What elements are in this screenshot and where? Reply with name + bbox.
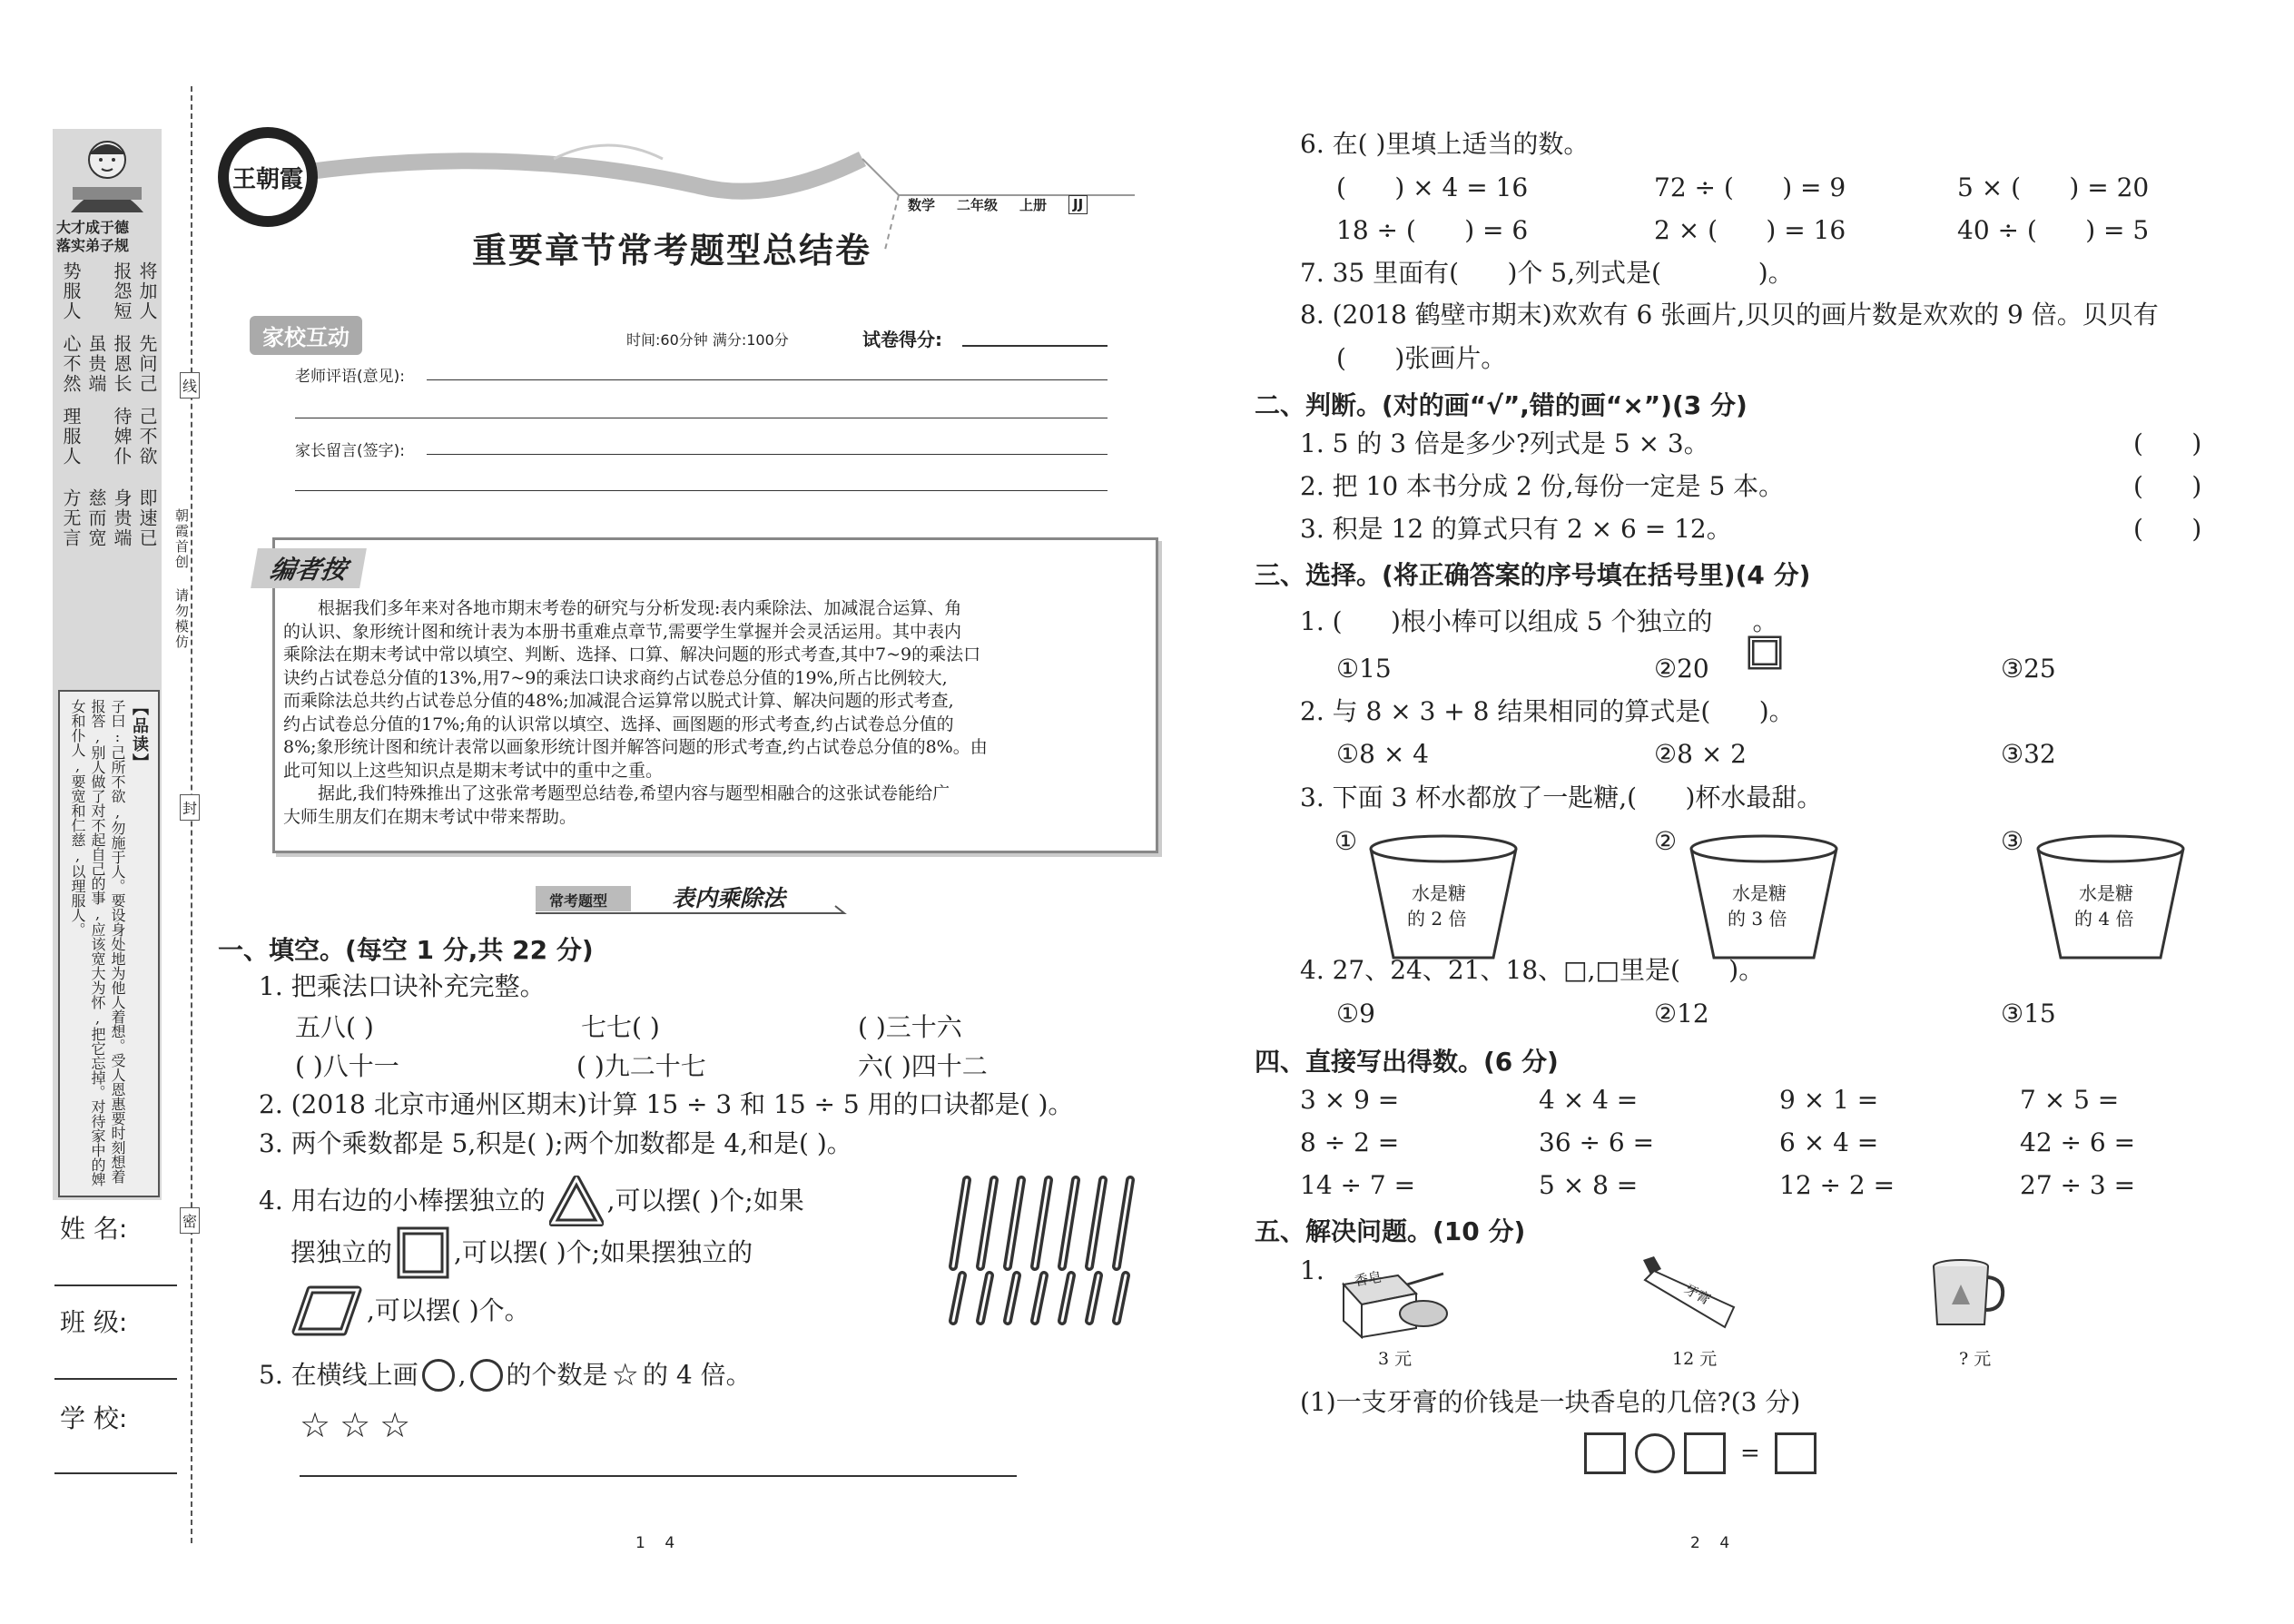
choice-q1: 1. ( )根小棒可以组成 5 个独立的 。: [1300, 604, 1778, 640]
cup-label: 的 4 倍: [2074, 908, 2134, 930]
page-number-right: 2 4: [1690, 1534, 1730, 1552]
calc-item[interactable]: 27 ÷ 3 =: [2020, 1170, 2136, 1200]
toothpaste-label: 牙膏: [1681, 1280, 1714, 1308]
editor-note-text: [283, 597, 1146, 829]
part4-heading: 四、直接写出得数。(6 分): [1255, 1047, 1559, 1077]
choice-option[interactable]: ①9: [1336, 999, 1375, 1029]
calc-item[interactable]: 7 × 5 =: [2020, 1085, 2120, 1115]
q7: 7. 35 里面有( )个 5,列式是( )。: [1300, 258, 1794, 288]
part2-heading: 二、判断。(对的画“√”,错的画“×”)(3 分): [1255, 390, 1748, 420]
page-title: 重要章节常考题型总结卷: [472, 230, 872, 271]
parent-comment-line[interactable]: [427, 454, 1108, 455]
q8-line2: ( )张画片。: [1336, 343, 1507, 373]
home-school-badge: 家校互动: [250, 316, 362, 355]
q8-line1: 8. (2018 鹤壁市期末)欢欢有 6 张画片,贝贝的画片数是欢欢的 9 倍。贝贝有: [1300, 300, 2159, 330]
part1-q4-line1: [259, 1176, 804, 1226]
part1-q3: 3. 两个乘数都是 5,积是( );两个加数都是 4,和是( )。: [259, 1128, 852, 1158]
tag-edition: JJ: [1068, 195, 1088, 214]
judge-answer[interactable]: ( ): [2133, 514, 2202, 544]
q6-cell[interactable]: 72 ÷ ( ) = 9: [1654, 172, 1846, 202]
choice-option[interactable]: ②12: [1654, 999, 1709, 1029]
reading-title: 【品读】: [130, 699, 149, 772]
calc-item[interactable]: 3 × 9 =: [1300, 1085, 1400, 1115]
editor-note-title: 编者按: [251, 548, 367, 588]
parallelogram-stick-icon: [290, 1284, 363, 1337]
cup-number: ②: [1654, 826, 1678, 856]
calc-item[interactable]: 14 ÷ 7 =: [1300, 1170, 1416, 1200]
parent-comment-line[interactable]: [295, 490, 1108, 491]
school-label: 学 校:: [60, 1403, 128, 1433]
part1-heading: 一、填空。(每空 1 分,共 22 分): [218, 935, 594, 965]
choice-option[interactable]: ①15: [1336, 654, 1392, 684]
note-line: 约占试卷总分值的17%;角的认识常以填空、选择、画图题的形式考查,约占试卷总分值的: [283, 714, 954, 734]
part1-q5: [259, 1359, 752, 1392]
choice-option[interactable]: ③25: [2001, 654, 2056, 684]
note-line: 此可知以上这些知识点是期末考试中的重中之重。: [283, 760, 664, 781]
answer-box[interactable]: [1775, 1432, 1816, 1474]
sticks-illustration: [944, 1271, 1153, 1325]
cup-label: 的 2 倍: [1407, 908, 1467, 930]
choice-option[interactable]: ③32: [2001, 739, 2056, 769]
motto-bottom: 落实弟子规: [56, 237, 130, 254]
poem-col: 先问己: [136, 334, 158, 394]
choice-option[interactable]: ③15: [2001, 999, 2056, 1029]
q5-text: 的个数是: [506, 1360, 608, 1390]
cup-label: 水是糖: [1412, 882, 1466, 904]
q1-item[interactable]: 六( )四十二: [858, 1051, 988, 1081]
cut-mark: 封: [180, 794, 200, 821]
part5-heading: 五、解决问题。(10 分): [1255, 1216, 1526, 1246]
circle-icon: [470, 1359, 503, 1392]
logo-text: 王朝霞: [231, 165, 303, 193]
poem-col: 理服人: [60, 407, 82, 467]
q4-text: ,可以摆( )个;如果: [606, 1186, 804, 1216]
poem-col: 慈而宽: [85, 488, 107, 548]
class-label: 班 级:: [60, 1307, 128, 1337]
note-line: 的认识、象形统计图和统计表为本册书重难点章节,需要学生掌握并会灵活运用。其中表内: [283, 621, 962, 642]
cup-number: ①: [1334, 826, 1358, 856]
poem-col: 心不然: [60, 334, 82, 394]
score-field[interactable]: [962, 345, 1108, 347]
school-field[interactable]: [54, 1472, 177, 1474]
calc-item[interactable]: 9 × 1 =: [1779, 1085, 1879, 1115]
time-info: 时间:60分钟 满分:100分: [626, 331, 789, 349]
triangle-stick-icon: [549, 1176, 604, 1226]
q6-cell[interactable]: ( ) × 4 = 16: [1336, 172, 1529, 202]
judge-item: 3. 积是 12 的算式只有 2 × 6 = 12。: [1300, 514, 1732, 544]
soap-icon: [1334, 1257, 1452, 1339]
q4-text: 4. 用右边的小棒摆独立的: [259, 1186, 546, 1216]
note-line: 而乘除法总共约占试卷总分值的48%;加减混合运算常以脱式计算、解决问题的形式考查,: [283, 691, 954, 711]
calc-item[interactable]: 6 × 4 =: [1779, 1127, 1879, 1157]
note-line: 根据我们多年来对各地市期末考卷的研究与分析发现:表内乘除法、加减混合运算、角: [318, 598, 962, 618]
q5-text: 5. 在横线上画: [259, 1360, 418, 1390]
poem-col: 报怨短: [111, 261, 133, 321]
section-tag-label: 常考题型: [549, 892, 608, 910]
q4-text: ,可以摆( )个;如果摆独立的: [454, 1237, 753, 1267]
answer-box[interactable]: [1684, 1432, 1726, 1474]
part1-q2: 2. (2018 北京市通州区期末)计算 15 ÷ 3 和 15 ÷ 5 用的口诀都是( )。: [259, 1089, 1074, 1119]
price-label: 12 元: [1672, 1349, 1718, 1369]
poem-col: 方无言: [60, 488, 82, 548]
judge-answer[interactable]: ( ): [2133, 428, 2202, 458]
part5-sub1: (1)一支牙膏的价钱是一块香皂的几倍?(3 分): [1300, 1387, 1801, 1417]
choice-option[interactable]: ①8 × 4: [1336, 739, 1429, 769]
poem-col: 即速已: [136, 488, 158, 548]
class-field[interactable]: [54, 1378, 177, 1380]
q1-item[interactable]: ( )八十一: [295, 1051, 399, 1081]
q6-cell[interactable]: 5 × ( ) = 20: [1957, 172, 2150, 202]
judge-answer[interactable]: ( ): [2133, 471, 2202, 501]
child-figure-icon: [54, 133, 160, 214]
calc-item[interactable]: 4 × 4 =: [1539, 1085, 1639, 1115]
q6-cell[interactable]: 18 ÷ ( ) = 6: [1336, 215, 1529, 245]
q1-item[interactable]: ( )九二十七: [576, 1051, 706, 1081]
parent-comment-label: 家长留言(签字):: [295, 442, 405, 460]
calc-item[interactable]: 5 × 8 =: [1539, 1170, 1639, 1200]
note-line: 乘除法在期末考试中常以填空、判断、选择、口算、解决问题的形式考查,其中7~9的乘法口: [283, 645, 981, 664]
choice-q3: 3. 下面 3 杯水都放了一匙糖,( )杯水最甜。: [1300, 782, 1823, 812]
tag-subject: 数学: [908, 197, 936, 213]
part1-q4-line2: [290, 1225, 753, 1280]
judge-item: 1. 5 的 3 倍是多少?列式是 5 × 3。: [1300, 428, 1709, 458]
note-line: 据此,我们特殊推出了这张常考题型总结卷,希望内容与题型相融合的这张试卷能给广: [318, 783, 950, 803]
cup-label: 水是糖: [2079, 882, 2133, 904]
motto-top: 大才成于德: [56, 219, 130, 236]
brand-logo: [218, 127, 318, 227]
calc-item[interactable]: 42 ÷ 6 =: [2020, 1127, 2136, 1157]
choice-option[interactable]: ②20: [1654, 654, 1709, 684]
q4-text: ,可以摆( )个。: [367, 1295, 530, 1325]
star-icon: ☆: [611, 1357, 640, 1393]
copyright-note: 朝霞首创 请勿模仿: [173, 508, 190, 650]
part1-q4-line3: [290, 1284, 530, 1337]
price-label: ? 元: [1959, 1349, 1992, 1369]
operator-circle[interactable]: [1635, 1433, 1675, 1473]
poem-col: 己不欲: [136, 407, 158, 467]
cut-mark: 线: [180, 372, 200, 399]
part5-q1: 1.: [1300, 1255, 1324, 1285]
teacher-comment-line[interactable]: [427, 379, 1108, 380]
note-line: 8%;象形统计图和统计表常以画象形统计图并解答问题的形式考查,约占试卷总分值的8%。由: [283, 737, 988, 757]
choice-option[interactable]: ②8 × 2: [1654, 739, 1747, 769]
name-label: 姓 名:: [60, 1214, 128, 1244]
q6-cell[interactable]: 2 × ( ) = 16: [1654, 215, 1846, 245]
choice-q2: 2. 与 8 × 3 + 8 结果相同的算式是( )。: [1300, 696, 1795, 726]
note-line: 诀约占试卷总分值的13%,用7~9的乘法口诀求商约占试卷总分值的19%,所占比例较大,: [283, 667, 948, 688]
subject-tags: [908, 195, 1088, 214]
name-field[interactable]: [54, 1284, 177, 1286]
poem-columns: [56, 261, 158, 670]
page-number-left: 1 4: [635, 1534, 675, 1552]
reading-text: 子曰:己所不欲,勿施于人。要设身处地为他人着想。受人恩惠要时刻想着报答,别人做了对不起自己的事,应该宽大为怀,把它忘掉。对待家中的婢女和仆人,要宽和仁慈,以理服人。: [69, 699, 126, 1186]
poem-col: 将加人: [136, 261, 158, 321]
square-stick-icon: [396, 1225, 450, 1280]
part1-q1: 1. 把乘法口诀补充完整。: [259, 971, 546, 1001]
tag-volume: 上册: [1019, 197, 1048, 213]
choice-q4: 4. 27、24、21、18、□,□里是( )。: [1300, 955, 1765, 985]
cup-label: 的 3 倍: [1728, 908, 1787, 930]
square-stick-icon: [1714, 604, 1750, 640]
price-label: 3 元: [1378, 1349, 1413, 1369]
cup-number: ③: [2001, 826, 2024, 856]
tag-grade: 二年级: [957, 197, 999, 213]
note-line: 大师生朋友们在期末考试中带来帮助。: [283, 806, 577, 827]
q1-item[interactable]: 七七( ): [581, 1012, 660, 1042]
section-tag-title: 表内乘除法: [672, 885, 786, 911]
answer-box[interactable]: [1584, 1432, 1626, 1474]
cup-label: 水是糖: [1732, 882, 1787, 904]
teacher-comment-label: 老师评语(意见):: [295, 368, 405, 386]
calc-item[interactable]: 36 ÷ 6 =: [1539, 1127, 1655, 1157]
equals-sign: =: [1740, 1440, 1760, 1467]
q6-title: 6. 在( )里填上适当的数。: [1300, 129, 1590, 159]
poem-col: 报恩长: [111, 334, 133, 394]
circle-icon: [422, 1359, 455, 1392]
q5-text: 的 4 倍。: [643, 1360, 752, 1390]
calc-item[interactable]: 8 ÷ 2 =: [1300, 1127, 1400, 1157]
calc-item[interactable]: 12 ÷ 2 =: [1779, 1170, 1895, 1200]
poem-col: 身贵端: [111, 488, 133, 548]
poem-col: 待婢仆: [111, 407, 133, 467]
drawing-line[interactable]: [300, 1475, 1017, 1477]
poem-col: 势服人: [60, 261, 82, 321]
judge-item: 2. 把 10 本书分成 2 份,每份一定是 5 本。: [1300, 471, 1785, 501]
soap-label: 香皂: [1353, 1268, 1383, 1290]
part3-heading: 三、选择。(将正确答案的序号填在括号里)(4 分): [1255, 560, 1811, 590]
mug-icon: [1926, 1257, 2008, 1330]
q4-text: 摆独立的: [290, 1237, 393, 1267]
cut-mark: 密: [180, 1207, 200, 1234]
poem-col: 虽贵端: [85, 334, 107, 394]
q1-item[interactable]: 五八( ): [295, 1012, 374, 1042]
q1-item[interactable]: ( )三十六: [858, 1012, 962, 1042]
sticks-illustration: [944, 1171, 1153, 1280]
score-label: 试卷得分:: [862, 329, 942, 350]
q6-cell[interactable]: 40 ÷ ( ) = 5: [1957, 215, 2150, 245]
q5-text: ,: [458, 1360, 467, 1390]
stars-row: ☆☆☆: [300, 1405, 420, 1445]
answer-equation: [1584, 1432, 1816, 1474]
